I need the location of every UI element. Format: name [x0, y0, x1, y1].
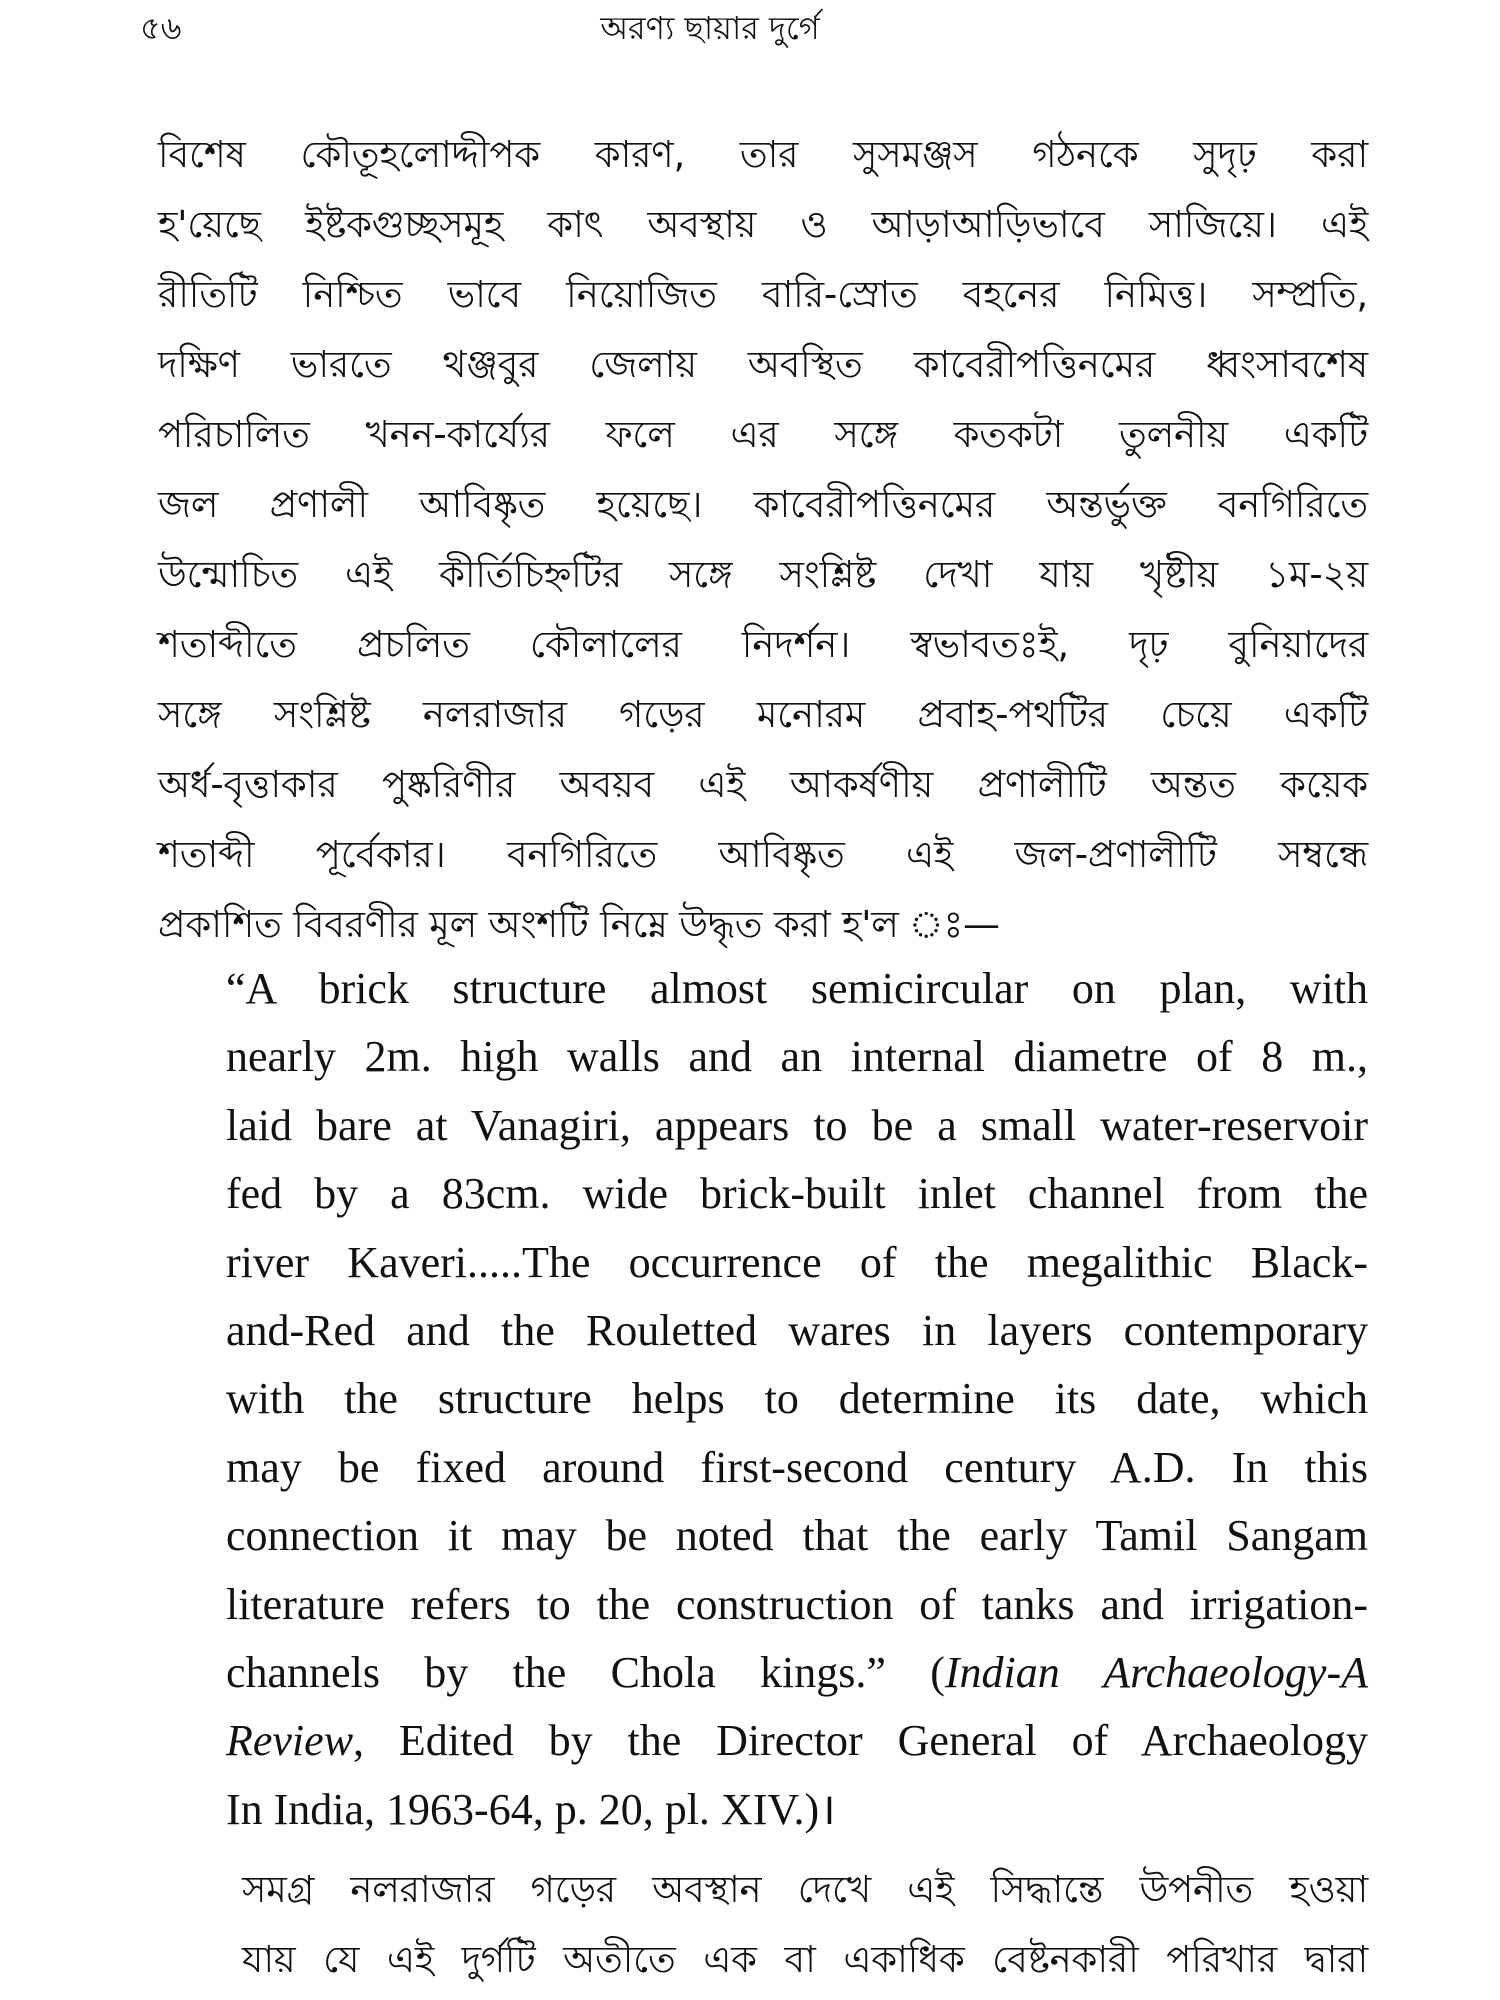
quote-line: fed by a 83cm. wide brick-built inlet channel from the [226, 1169, 1368, 1219]
page-number: ৫৬ [140, 9, 182, 47]
quote-line: literature refers to the construction of tanks and irrigation- [226, 1579, 1368, 1629]
text-line: পরিচালিত খনন-কার্য্যের ফলে এর সঙ্গে কতকটা তুলনীয় একটি [158, 413, 1368, 456]
bengali-paragraph-2 [158, 1855, 1368, 1995]
book-title: অরণ্য ছায়ার দুর্গে [600, 9, 820, 47]
citation-text: , Edited by the Director General of Archaeology [353, 1716, 1368, 1766]
quote-line: with the structure helps to determine its date, which [226, 1374, 1368, 1424]
quote-line: connection it may be noted that the early Tamil Sangam [226, 1511, 1368, 1561]
quote-line: “A brick structure almost semicircular on plan, with [226, 964, 1368, 1013]
quote-line: river Kaveri.....The occurrence of the megalithic Black- [226, 1237, 1368, 1287]
citation-title: Indian Archaeology-A [944, 1648, 1368, 1698]
quote-line-with-citation [158, 1707, 1368, 1775]
quote-text: channels by the Chola kings.” ( [226, 1648, 945, 1698]
text-line: দক্ষিণ ভারতে থঞ্জবুর জেলায় অবস্থিত কাবেরীপত্তিনমের ধ্বংসাবশেষ [158, 343, 1368, 386]
text-line: প্রকাশিত বিবরণীর মূল অংশটি নিম্নে উদ্ধৃত করা হ'ল ঃ— [158, 903, 1000, 946]
bengali-paragraph-1 [158, 120, 1368, 960]
quote-line: may be fixed around first-second century A.D. In this [226, 1442, 1368, 1492]
text-line: শতাব্দী পূর্বেকার। বনগিরিতে আবিষ্কৃত এই জল-প্রণালীটি সম্বন্ধে [158, 833, 1368, 876]
text-line: শতাব্দীতে প্রচলিত কৌলালের নিদর্শন। স্বভাবতঃই, দৃঢ় বুনিয়াদের [158, 623, 1368, 666]
text-line: বিশেষ কৌতূহলোদ্দীপক কারণ, তার সুসমঞ্জস গঠনকে সুদৃঢ় করা [158, 133, 1368, 176]
text-line: উন্মোচিত এই কীর্তিচিহ্নটির সঙ্গে সংশ্লিষ্ট দেখা যায় খৃষ্টীয় ১ম-২য় [158, 553, 1368, 596]
text-line: সমগ্র নলরাজার গড়ের অবস্থান দেখে এই সিদ্ধান্তে উপনীত হওয়া [242, 1868, 1368, 1911]
quote-line-with-citation [158, 1639, 1368, 1707]
english-quotation [158, 955, 1368, 1844]
text-line: হ'য়েছে ইষ্টকগুচ্ছসমূহ কাৎ অবস্থায় ও আড়াআড়িভাবে সাজিয়ে। এই [158, 203, 1368, 246]
quote-line: and-Red and the Rouletted wares in layers contemporary [226, 1306, 1368, 1356]
text-line: যায় যে এই দুর্গটি অতীতে এক বা একাধিক বেষ্টনকারী পরিখার দ্বারা [242, 1938, 1368, 1981]
quote-line: laid bare at Vanagiri, appears to be a small water-reservoir [226, 1100, 1368, 1150]
citation-title: Review [226, 1716, 354, 1766]
text-line: জল প্রণালী আবিষ্কৃত হয়েছে। কাবেরীপত্তিনমের অন্তর্ভুক্ত বনগিরিতে [158, 483, 1368, 526]
text-line: অর্ধ-বৃত্তাকার পুষ্করিণীর অবয়ব এই আকর্ষণীয় প্রণালীটি অন্তত কয়েক [158, 763, 1368, 806]
text-line: রীতিটি নিশ্চিত ভাবে নিয়োজিত বারি-স্রোত বহনের নিমিত্ত। সম্প্রতি, [158, 273, 1368, 316]
running-header [0, 4, 1500, 60]
quote-line: nearly 2m. high walls and an internal diametre of 8 m., [226, 1032, 1368, 1082]
citation-line: In India, 1963-64, p. 20, pl. XIV.)। [226, 1784, 836, 1834]
text-line: সঙ্গে সংশ্লিষ্ট নলরাজার গড়ের মনোরম প্রবাহ-পথটির চেয়ে একটি [158, 693, 1368, 736]
